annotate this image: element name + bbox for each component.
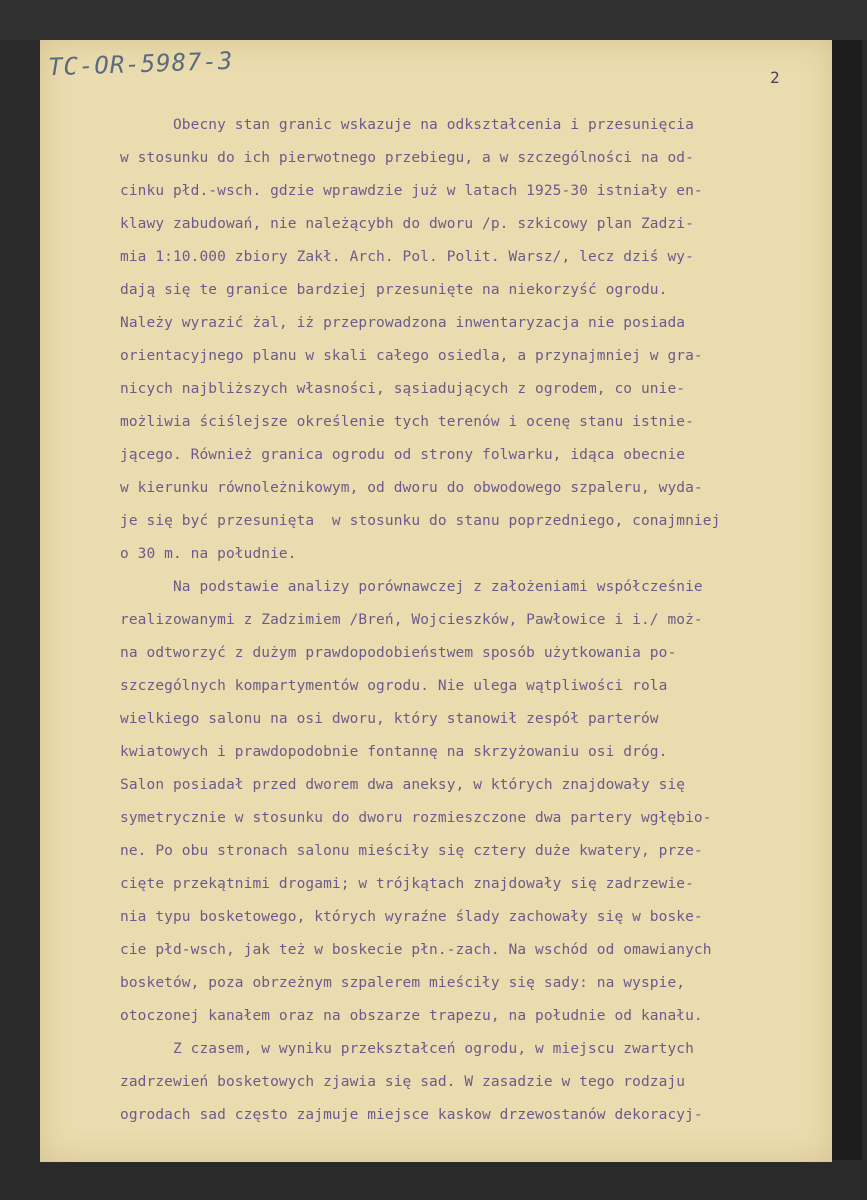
text-line: zadrzewień bosketowych zjawia się sad. W zasadzie w tego rodzaju	[120, 1074, 686, 1090]
text-line: bosketów, poza obrzeżnym szpalerem mieściły się sady: na wyspie,	[120, 975, 686, 991]
text-line: Na podstawie analizy porównawczej z założeniami współcześnie	[120, 579, 703, 595]
text-line: realizowanymi z Zadzimiem /Breń, Wojcieszków, Pawłowice i i./ moż-	[120, 612, 703, 628]
text-line: otoczonej kanałem oraz na obszarze trapezu, na południe od kanału.	[120, 1008, 703, 1024]
text-line: nicych najbliższych własności, sąsiadujących z ogrodem, co unie-	[120, 381, 686, 397]
text-line: ogrodach sad często zajmuje miejsce kaskow drzewostanów dekoracyj-	[120, 1107, 703, 1123]
text-line: w stosunku do ich pierwotnego przebiegu, a w szczególności na od-	[120, 150, 694, 166]
text-line: możliwia ściślejsze określenie tych terenów i ocenę stanu istnie-	[120, 414, 694, 430]
text-line: wielkiego salonu na osi dworu, który stanowił zespół parterów	[120, 711, 659, 727]
text-line: dają się te granice bardziej przesunięte na niekorzyść ogrodu.	[120, 282, 668, 298]
text-line: mia 1:10.000 zbiory Zakł. Arch. Pol. Polit. Warsz/, lecz dziś wy-	[120, 249, 694, 265]
text-line: Z czasem, w wyniku przekształceń ogrodu, w miejscu zwartych	[120, 1041, 694, 1057]
text-line: Należy wyrazić żal, iż przeprowadzona inwentaryzacja nie posiada	[120, 315, 686, 331]
text-line: w kierunku równoleżnikowym, od dworu do obwodowego szpaleru, wyda-	[120, 480, 703, 496]
handwritten-archive-mark: TC-OR-5987-3	[47, 46, 234, 82]
text-line: symetrycznie w stosunku do dworu rozmieszczone dwa partery wgłębio-	[120, 810, 712, 826]
text-line: orientacyjnego planu w skali całego osiedla, a przynajmniej w gra-	[120, 348, 703, 364]
text-line: cięte przekątnimi drogami; w trójkątach znajdowały się zadrzewie-	[120, 876, 694, 892]
text-line: Obecny stan granic wskazuje na odkształcenia i przesunięcia	[120, 117, 694, 133]
text-line: Salon posiadał przed dworem dwa aneksy, w których znajdowały się	[120, 777, 686, 793]
text-line: kwiatowych i prawdopodobnie fontannę na skrzyżowaniu osi dróg.	[120, 744, 668, 760]
text-line: szczególnych kompartymentów ogrodu. Nie ulega wątpliwości rola	[120, 678, 668, 694]
text-line: jącego. Również granica ogrodu od strony folwarku, idąca obecnie	[120, 447, 686, 463]
text-line: cinku płd.-wsch. gdzie wprawdzie już w latach 1925-30 istniały en-	[120, 183, 703, 199]
text-line: ne. Po obu stronach salonu mieściły się cztery duże kwatery, prze-	[120, 843, 703, 859]
text-line: nia typu bosketowego, których wyraźne ślady zachowały się w boske-	[120, 909, 703, 925]
text-line: na odtworzyć z dużym prawdopodobieństwem sposób użytkowania po-	[120, 645, 677, 661]
text-line: je się być przesunięta w stosunku do stanu poprzedniego, conajmniej	[120, 513, 721, 529]
text-line: o 30 m. na południe.	[120, 546, 297, 562]
text-line: klawy zabudowań, nie należącybh do dworu /p. szkicowy plan Zadzi-	[120, 216, 694, 232]
text-line: cie płd-wsch, jak też w boskecie płn.-zach. Na wschód od omawianych	[120, 942, 712, 958]
page-number: 2	[770, 68, 780, 87]
